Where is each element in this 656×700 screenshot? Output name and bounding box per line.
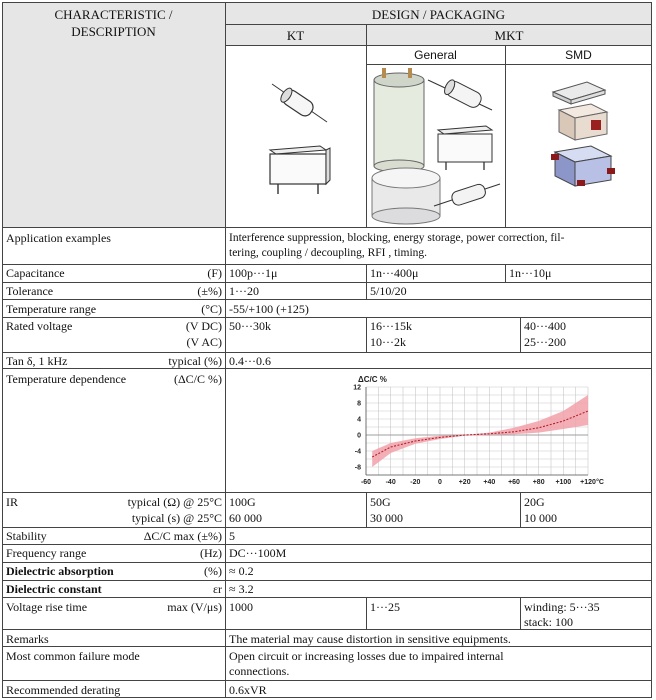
x-tick-label: +80 [532, 479, 545, 486]
value-rise-time-smd-1: winding: 5···35 [524, 600, 600, 614]
unit-rated-voltage-dc: (V DC) [185, 319, 222, 333]
unit-temp-dependence: (ΔC/C %) [173, 372, 222, 386]
value-tolerance-kt: 1···20 [229, 284, 259, 298]
smd-chip-flat-icon [553, 82, 605, 104]
x-tick-label: 0 [438, 479, 442, 486]
header-kt: KT [286, 28, 305, 43]
value-capacitance-smd: 1n···10μ [509, 266, 552, 280]
smd-chip-block-icon [559, 104, 607, 140]
header-mkt: MKT [494, 28, 524, 43]
unit-temp-range: (°C) [201, 302, 222, 316]
value-ir-general-2: 30 000 [370, 511, 403, 525]
x-tick-label: +40 [483, 479, 496, 486]
unit-absorption: (%) [204, 564, 222, 578]
value-ir-general-1: 50G [370, 495, 391, 509]
value-stability: 5 [229, 529, 235, 543]
unit-capacitance: (F) [207, 266, 222, 280]
value-rated-voltage-general-dc: 16···15k [370, 319, 412, 333]
x-tick-label: +100 [555, 479, 572, 486]
y-tick-label: 12 [353, 384, 361, 392]
value-ir-smd-1: 20G [524, 495, 545, 509]
value-temp-range: -55/+100 (+125) [229, 302, 309, 316]
value-ir-kt-2: 60 000 [229, 511, 262, 525]
label-temp-dependence: Temperature dependence [6, 372, 127, 386]
value-application-2: tering, coupling / decoupling, RFI , timing. [229, 247, 428, 259]
value-constant: ≈ 3.2 [229, 582, 254, 596]
smd-capacitor-illustration [507, 68, 651, 224]
value-rise-time-smd-2: stack: 100 [524, 615, 573, 629]
value-rated-voltage-smd-ac: 25···200 [524, 335, 566, 349]
value-remarks: The material may cause distortion in sensitive equipments. [229, 632, 511, 646]
label-frequency: Frequency range [6, 546, 87, 560]
general-capacitor-illustration [368, 66, 504, 226]
label-rated-voltage: Rated voltage [6, 319, 73, 333]
x-tick-label: -40 [385, 479, 396, 486]
unit-tan-delta: typical (%) [168, 354, 222, 368]
label-temp-range: Temperature range [6, 302, 97, 316]
unit-tolerance: (±%) [197, 284, 222, 298]
kt-capacitor-illustration [232, 72, 360, 222]
unit-frequency: (Hz) [200, 546, 222, 560]
header-description: DESCRIPTION [71, 24, 156, 39]
value-rated-voltage-kt-dc: 50···30k [229, 319, 271, 333]
axial-capacitor-small-icon [434, 183, 500, 207]
value-failure-1: Open circuit or increasing losses due to impaired internal [229, 649, 504, 663]
box-capacitor-icon [270, 146, 330, 194]
smd-chip-blue-icon [551, 146, 615, 186]
value-frequency: DC···100M [229, 546, 287, 560]
x-tick-label: -20 [410, 479, 421, 486]
label-ir: IR [6, 495, 18, 509]
label-derating: Recommended derating [6, 683, 121, 697]
value-tolerance-mkt: 5/10/20 [370, 284, 407, 298]
x-axis-label: °C [596, 479, 604, 486]
temp-dependence-chart [338, 371, 610, 491]
label-stability: Stability [6, 529, 47, 543]
value-rise-time-general: 1···25 [370, 600, 400, 614]
value-derating: 0.6xVR [229, 683, 267, 697]
value-rated-voltage-smd-dc: 40···400 [524, 319, 566, 333]
y-tick-label: -4 [354, 448, 361, 456]
unit-constant: εr [212, 582, 222, 596]
box-capacitor-icon [438, 126, 492, 170]
label-application: Application examples [6, 231, 111, 245]
axial-capacitor-icon [428, 78, 492, 110]
unit-stability: ΔC/C max (±%) [143, 529, 222, 543]
label-tolerance: Tolerance [6, 284, 54, 298]
header-smd: SMD [565, 48, 592, 62]
y-tick-label: 4 [357, 416, 361, 424]
value-rise-time-kt: 1000 [229, 600, 253, 614]
value-failure-2: connections. [229, 664, 290, 678]
value-tan-delta: 0.4···0.6 [229, 354, 271, 368]
label-failure: Most common failure mode [6, 649, 140, 663]
x-tick-label: -60 [360, 479, 372, 486]
y-tick-label: -8 [354, 464, 361, 472]
value-rated-voltage-general-ac: 10···2k [370, 335, 406, 349]
value-ir-smd-2: 10 000 [524, 511, 557, 525]
value-application-1: Interference suppression, blocking, energy storage, power correction, fil- [229, 232, 565, 244]
x-tick-label: +60 [508, 479, 520, 486]
unit-ir-2: typical (s) @ 25°C [131, 511, 222, 525]
chart-title: ΔC/C % [358, 375, 387, 384]
label-remarks: Remarks [6, 632, 49, 646]
unit-rated-voltage-ac: (V AC) [186, 335, 222, 349]
label-absorption: Dielectric absorption [6, 564, 114, 578]
value-capacitance-kt: 100p···1μ [229, 266, 278, 280]
label-capacitance: Capacitance [6, 266, 65, 280]
header-design-packaging: DESIGN / PACKAGING [371, 7, 506, 22]
value-absorption: ≈ 0.2 [229, 564, 254, 578]
header-characteristic: CHARACTERISTIC / [54, 7, 173, 22]
label-tan-delta: Tan δ, 1 kHz [6, 354, 68, 368]
can-capacitor-icon [374, 68, 424, 172]
value-capacitance-general: 1n···400μ [370, 266, 419, 280]
y-tick-label: 0 [357, 432, 361, 440]
unit-ir-1: typical (Ω) @ 25°C [127, 495, 222, 509]
disc-capacitor-icon [372, 168, 440, 224]
label-rise-time: Voltage rise time [6, 600, 88, 614]
characteristics-table [2, 2, 652, 698]
tolerance-band [372, 395, 588, 467]
label-constant: Dielectric constant [6, 582, 102, 596]
y-tick-label: 8 [357, 400, 361, 408]
x-tick-label: +20 [458, 479, 471, 486]
value-ir-kt-1: 100G [229, 495, 256, 509]
axial-capacitor-icon [272, 84, 327, 122]
unit-rise-time: max (V/μs) [167, 600, 222, 614]
x-tick-label: +120 [580, 479, 596, 486]
header-general: General [414, 48, 457, 62]
